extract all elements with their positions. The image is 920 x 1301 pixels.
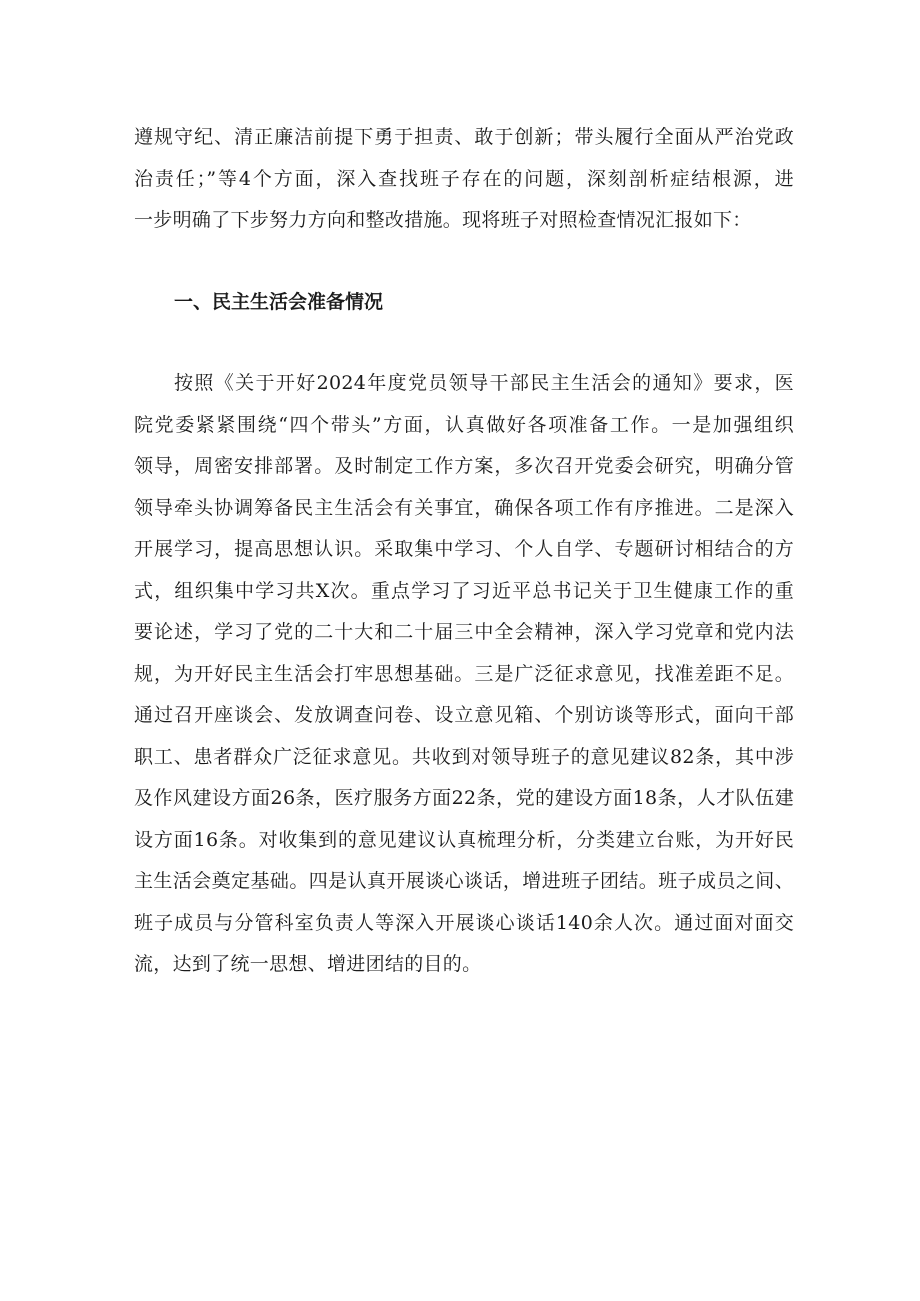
section1-paragraph <box>134 363 794 986</box>
section1-line-12: 设方面16条。对收集到的意见建议认真梳理分析，分类建立台账，为开好民 <box>134 828 794 851</box>
section1-line-14: 班子成员与分管科室负责人等深入开展谈心谈话140余人次。通过面对面交 <box>134 911 794 934</box>
section1-line-3: 领导，周密安排部署。及时制定工作方案，多次召开党委会研究，明确分管 <box>134 455 794 477</box>
section1-line-10: 职工、患者群众广泛征求意见。共收到对领导班子的意见建议82条，其中涉 <box>134 745 794 768</box>
intro-paragraph <box>134 117 794 242</box>
section1-line-1: 按照《关于开好2024年度党员领导干部民主生活会的通知》要求，医 <box>174 372 794 394</box>
section1-line-4: 领导牵头协调筹备民主生活会有关事宜，确保各项工作有序推进。二是深入 <box>134 496 794 519</box>
intro-line-1: 遵规守纪、清正廉洁前提下勇于担责、敢于创新；带头履行全面从严治党政 <box>134 126 794 148</box>
section1-line-7: 要论述，学习了党的二十大和二十届三中全会精神，深入学习党章和党内法 <box>134 621 794 643</box>
section1-line-6: 式，组织集中学习共X次。重点学习了习近平总书记关于卫生健康工作的重 <box>134 579 794 602</box>
paragraph-gap <box>134 323 794 363</box>
section1-line-11: 及作风建设方面26条，医疗服务方面22条，党的建设方面18条，人才队伍建 <box>134 787 794 809</box>
intro-line-3: 一步明确了下步努力方向和整改措施。现将班子对照检查情况汇报如下： <box>134 209 752 231</box>
section1-line-15: 流，达到了统一思想、增进团结的目的。 <box>134 953 482 975</box>
section1-line-2: 院党委紧紧围绕“四个带头”方面，认真做好各项准备工作。一是加强组织 <box>134 413 794 436</box>
section-heading-1: 一、民主生活会准备情况 <box>174 290 384 313</box>
section1-line-8: 规，为开好民主生活会打牢思想基础。三是广泛征求意见，找准差距不足。 <box>134 662 794 685</box>
intro-line-2: 治责任；”等4个方面，深入查找班子存在的问题，深刻剖析症结根源，进 <box>134 167 794 190</box>
section1-line-13: 主生活会奠定基础。四是认真开展谈心谈话，增进班子团结。班子成员之间、 <box>134 870 794 892</box>
document-body <box>134 117 794 986</box>
paragraph-gap <box>134 242 794 282</box>
section1-line-9: 通过召开座谈会、发放调查问卷、设立意见箱、个别访谈等形式，面向干部 <box>134 704 794 726</box>
section1-line-5: 开展学习，提高思想认识。采取集中学习、个人自学、专题研讨相结合的方 <box>134 538 794 560</box>
